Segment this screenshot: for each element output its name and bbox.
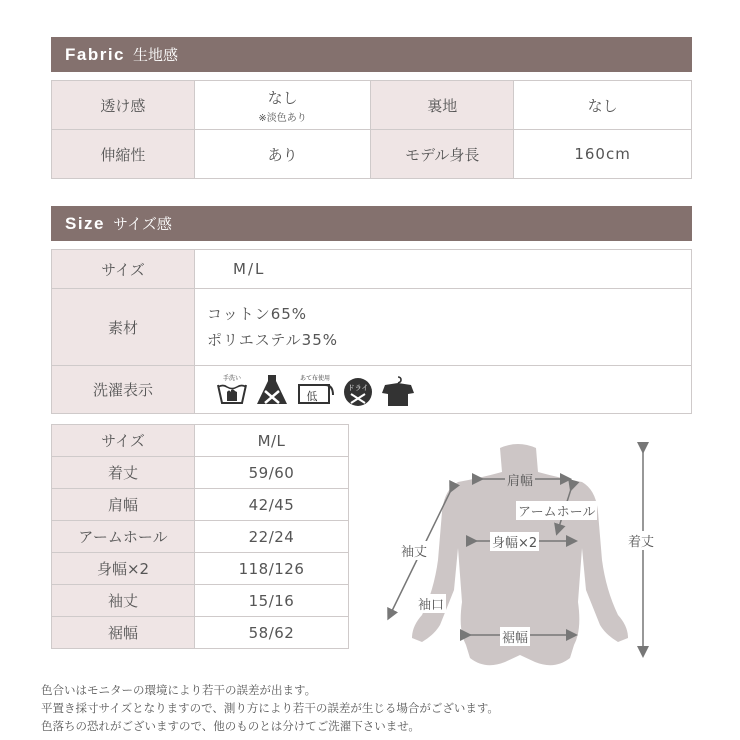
table-row [52,585,349,617]
table-row [52,617,349,649]
size-title-jp: サイズ感 [113,215,172,233]
sheerness-note: ※淡色あり [258,112,307,124]
meas-value: 58/62 [195,617,349,649]
sheerness-label: 透け感 [52,81,195,130]
meas-label: 身幅×2 [52,553,195,585]
meas-value: 15/16 [195,585,349,617]
svg-text:手洗い: 手洗い [222,374,242,382]
table-row [52,250,692,289]
size-value [195,250,692,289]
size-header [51,206,692,241]
meas-label: 着丈 [52,457,195,489]
table-row [52,366,692,414]
size-value-text: M/L [233,260,266,278]
svg-text:あて布使用: あて布使用 [299,374,331,382]
svg-text:ドライ: ドライ [347,383,369,392]
size-title-en: Size [65,213,106,233]
table-row [52,425,349,457]
size-table [51,249,692,414]
meas-label: 袖丈 [52,585,195,617]
hand-wash-icon [215,373,249,407]
model-height-label: モデル身長 [371,130,514,179]
meas-value: M/L [195,425,349,457]
meas-value: 118/126 [195,553,349,585]
meas-label: サイズ [52,425,195,457]
size-label: サイズ [52,250,195,289]
fabric-header [51,37,692,72]
meas-label: 肩幅 [52,489,195,521]
fabric-title-jp: 生地感 [133,46,179,64]
footer-note-1: 色合いはモニターの環境により若干の誤差が出ます。 [41,683,317,697]
hang-dry-icon [381,373,415,407]
meas-value: 22/24 [195,521,349,553]
stretch-label: 伸縮性 [52,130,195,179]
table-row [52,289,692,366]
model-height-value: 160cm [514,130,692,179]
lining-value: なし [514,81,692,130]
fabric-title-en: Fabric [65,44,126,64]
chest-label: 身幅×2 [490,532,539,551]
footer-note-2: 平置き採寸サイズとなりますので、測り方により若干の誤差が生じる場合がございます。 [41,701,499,715]
low-iron-icon [295,373,335,407]
lining-label: 裏地 [371,81,514,130]
meas-value: 42/45 [195,489,349,521]
armhole-label: アームホール [516,501,597,520]
meas-value: 59/60 [195,457,349,489]
svg-text:低: 低 [306,389,318,403]
no-bleach-icon [255,373,289,407]
sheerness-value-cell [194,81,371,130]
length-label: 着丈 [626,531,656,550]
meas-label: 裾幅 [52,617,195,649]
footer-note-3: 色落ちの恐れがございますので、他のものとは分けてご洗濯下さいませ。 [41,719,420,733]
sheerness-value: なし [267,88,298,107]
measurement-table [51,424,349,649]
shoulder-label: 肩幅 [505,470,535,489]
table-row [52,521,349,553]
table-row [52,457,349,489]
care-icons [195,366,692,414]
cuff-label: 袖口 [416,594,446,613]
meas-label: アームホール [52,521,195,553]
material-line-2: ポリエステル35% [207,331,338,349]
care-label: 洗濯表示 [52,366,195,414]
sleeve-label: 袖丈 [399,541,429,560]
stretch-value: あり [194,130,371,179]
table-row [52,489,349,521]
material-line-1: コットン65% [207,305,308,323]
material-label: 素材 [52,289,195,366]
table-row [52,130,692,179]
table-row [52,81,692,130]
material-value [195,289,692,366]
table-row [52,553,349,585]
fabric-table [51,80,692,179]
no-dry-clean-icon [341,373,375,407]
hem-label: 裾幅 [500,627,530,646]
